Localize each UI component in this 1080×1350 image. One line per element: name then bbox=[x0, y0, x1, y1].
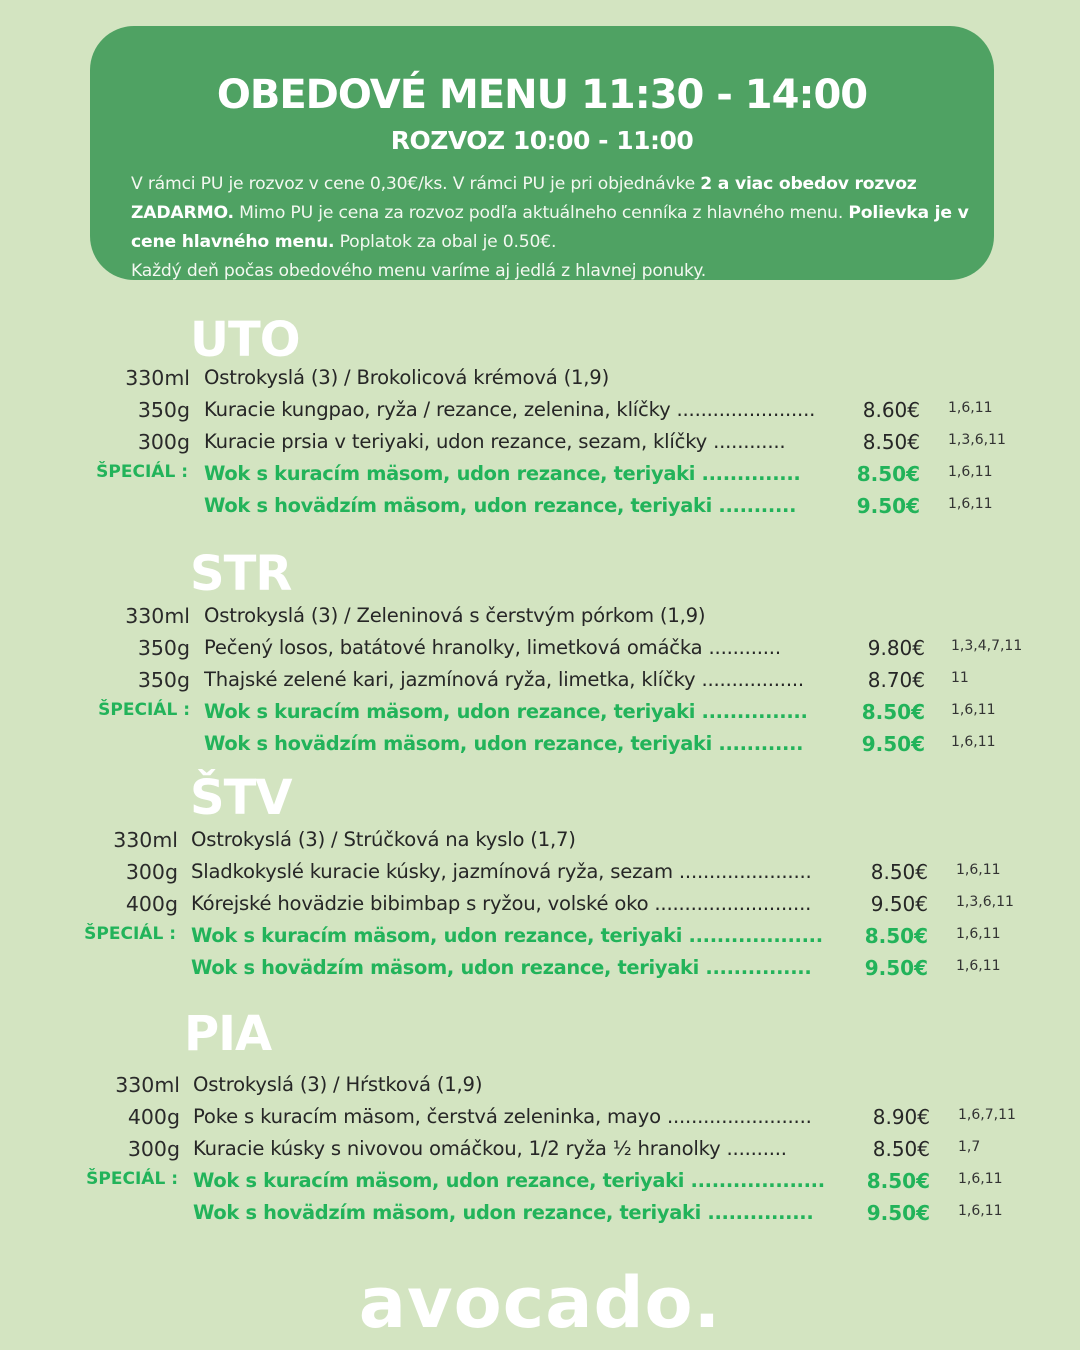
dish-price: 8.50€ bbox=[870, 860, 928, 884]
special-label: ŠPECIÁL : bbox=[96, 462, 188, 482]
special-label: ŠPECIÁL : bbox=[86, 1169, 178, 1189]
allergens: 11 bbox=[951, 670, 969, 686]
dish-name: Kuracie kúsky s nivovou omáčkou, 1/2 ryža ½ hranolky .......... bbox=[193, 1137, 787, 1160]
special-dish-name: Wok s kuracím mäsom, udon rezance, teriyaki ............... bbox=[204, 700, 808, 723]
dish-weight: 330ml bbox=[115, 1073, 180, 1097]
allergens: 1,6,11 bbox=[958, 1171, 1003, 1187]
dish-price: 9.50€ bbox=[856, 494, 920, 518]
special-label: ŠPECIÁL : bbox=[84, 924, 176, 944]
info-text: Poplatok za obal je 0.50€. bbox=[334, 232, 557, 252]
dish-weight: 400g bbox=[127, 1105, 180, 1129]
dish-weight: 350g bbox=[137, 668, 190, 692]
allergens: 1,3,4,7,11 bbox=[951, 638, 1023, 654]
delivery-hours: ROZVOZ 10:00 - 11:00 bbox=[390, 126, 694, 155]
day-title: UTO bbox=[190, 312, 300, 368]
special-dish-name: Wok s kuracím mäsom, udon rezance, teriyaki .............. bbox=[204, 462, 801, 485]
special-dish-name: Wok s hovädzím mäsom, udon rezance, teriyaki ............... bbox=[193, 1201, 814, 1224]
dish-price: 9.50€ bbox=[870, 892, 928, 916]
dish-price: 8.50€ bbox=[872, 1137, 930, 1161]
allergens: 1,6,11 bbox=[956, 958, 1001, 974]
dish-name: Kuracie kungpao, ryža / rezance, zelenina, klíčky ....................... bbox=[204, 398, 816, 421]
dish-price: 9.80€ bbox=[867, 636, 925, 660]
dish-weight: 350g bbox=[137, 636, 190, 660]
dish-name: Ostrokyslá (3) / Hŕstková (1,9) bbox=[193, 1073, 483, 1096]
header-box bbox=[90, 26, 994, 280]
dish-price: 8.50€ bbox=[866, 1169, 930, 1193]
allergens: 1,3,6,11 bbox=[948, 432, 1006, 448]
dish-price: 9.50€ bbox=[864, 956, 928, 980]
allergens: 1,6,11 bbox=[948, 496, 993, 512]
dish-name: Ostrokyslá (3) / Zeleninová s čerstvým pórkom (1,9) bbox=[204, 604, 706, 627]
allergens: 1,6,11 bbox=[956, 926, 1001, 942]
dish-weight: 330ml bbox=[125, 604, 190, 628]
allergens: 1,6,11 bbox=[951, 702, 996, 718]
dish-price: 9.50€ bbox=[861, 732, 925, 756]
dish-price: 8.50€ bbox=[856, 462, 920, 486]
dish-price: 8.90€ bbox=[872, 1105, 930, 1129]
allergens: 1,7 bbox=[958, 1139, 981, 1155]
dish-name: Thajské zelené kari, jazmínová ryža, limetka, klíčky ................. bbox=[204, 668, 804, 691]
dish-weight: 300g bbox=[137, 430, 190, 454]
dish-name: Kuracie prsia v teriyaki, udon rezance, sezam, klíčky ............ bbox=[204, 430, 786, 453]
dish-weight: 350g bbox=[137, 398, 190, 422]
dish-name: Ostrokyslá (3) / Brokolicová krémová (1,9) bbox=[204, 366, 610, 389]
menu-title: OBEDOVÉ MENU 11:30 - 14:00 bbox=[216, 72, 868, 118]
allergens: 1,6,11 bbox=[956, 862, 1001, 878]
dish-price: 8.70€ bbox=[867, 668, 925, 692]
allergens: 1,6,11 bbox=[951, 734, 996, 750]
allergens: 1,6,11 bbox=[948, 400, 993, 416]
info-text-line2: Každý deň počas obedového menu varíme aj jedlá z hlavnej ponuky. bbox=[131, 261, 706, 281]
allergens: 1,6,7,11 bbox=[958, 1107, 1016, 1123]
brand-logo: avocado. bbox=[358, 1262, 722, 1344]
allergens: 1,6,11 bbox=[948, 464, 993, 480]
day-title: ŠTV bbox=[190, 770, 292, 826]
info-text-bold: Polievka je v cene hlavného menu. bbox=[131, 203, 969, 252]
special-label: ŠPECIÁL : bbox=[98, 700, 190, 720]
dish-price: 8.50€ bbox=[862, 430, 920, 454]
day-title: PIA bbox=[184, 1006, 272, 1062]
dish-weight: 330ml bbox=[113, 828, 178, 852]
dish-name: Poke s kuracím mäsom, čerstvá zeleninka, mayo ........................ bbox=[193, 1105, 812, 1128]
dish-price: 9.50€ bbox=[866, 1201, 930, 1225]
dish-price: 8.50€ bbox=[861, 700, 925, 724]
dish-price: 8.60€ bbox=[862, 398, 920, 422]
dish-name: Kórejské hovädzie bibimbap s ryžou, volské oko .......................... bbox=[191, 892, 812, 915]
special-dish-name: Wok s kuracím mäsom, udon rezance, teriyaki ................... bbox=[191, 924, 823, 947]
dish-weight: 330ml bbox=[125, 366, 190, 390]
day-title: STR bbox=[190, 546, 292, 602]
info-text-bold: 2 a viac obedov rozvoz ZADARMO. bbox=[131, 174, 917, 223]
dish-weight: 300g bbox=[127, 1137, 180, 1161]
info-text: Mimo PU je cena za rozvoz podľa aktuálneho cenníka z hlavného menu. bbox=[233, 203, 849, 223]
special-dish-name: Wok s hovädzím mäsom, udon rezance, teriyaki ........... bbox=[204, 494, 797, 517]
special-dish-name: Wok s kuracím mäsom, udon rezance, teriyaki ................... bbox=[193, 1169, 825, 1192]
info-text: V rámci PU je rozvoz v cene 0,30€/ks. V rámci PU je pri objednávke bbox=[131, 174, 701, 194]
dish-weight: 300g bbox=[125, 860, 178, 884]
delivery-info bbox=[131, 170, 981, 286]
special-dish-name: Wok s hovädzím mäsom, udon rezance, teriyaki ............... bbox=[191, 956, 812, 979]
dish-price: 8.50€ bbox=[864, 924, 928, 948]
dish-weight: 400g bbox=[125, 892, 178, 916]
allergens: 1,6,11 bbox=[958, 1203, 1003, 1219]
allergens: 1,3,6,11 bbox=[956, 894, 1014, 910]
dish-name: Pečený losos, batátové hranolky, limetková omáčka ............ bbox=[204, 636, 781, 659]
special-dish-name: Wok s hovädzím mäsom, udon rezance, teriyaki ............ bbox=[204, 732, 804, 755]
dish-name: Ostrokyslá (3) / Strúčková na kyslo (1,7) bbox=[191, 828, 576, 851]
dish-name: Sladkokyslé kuracie kúsky, jazmínová ryža, sezam ...................... bbox=[191, 860, 812, 883]
